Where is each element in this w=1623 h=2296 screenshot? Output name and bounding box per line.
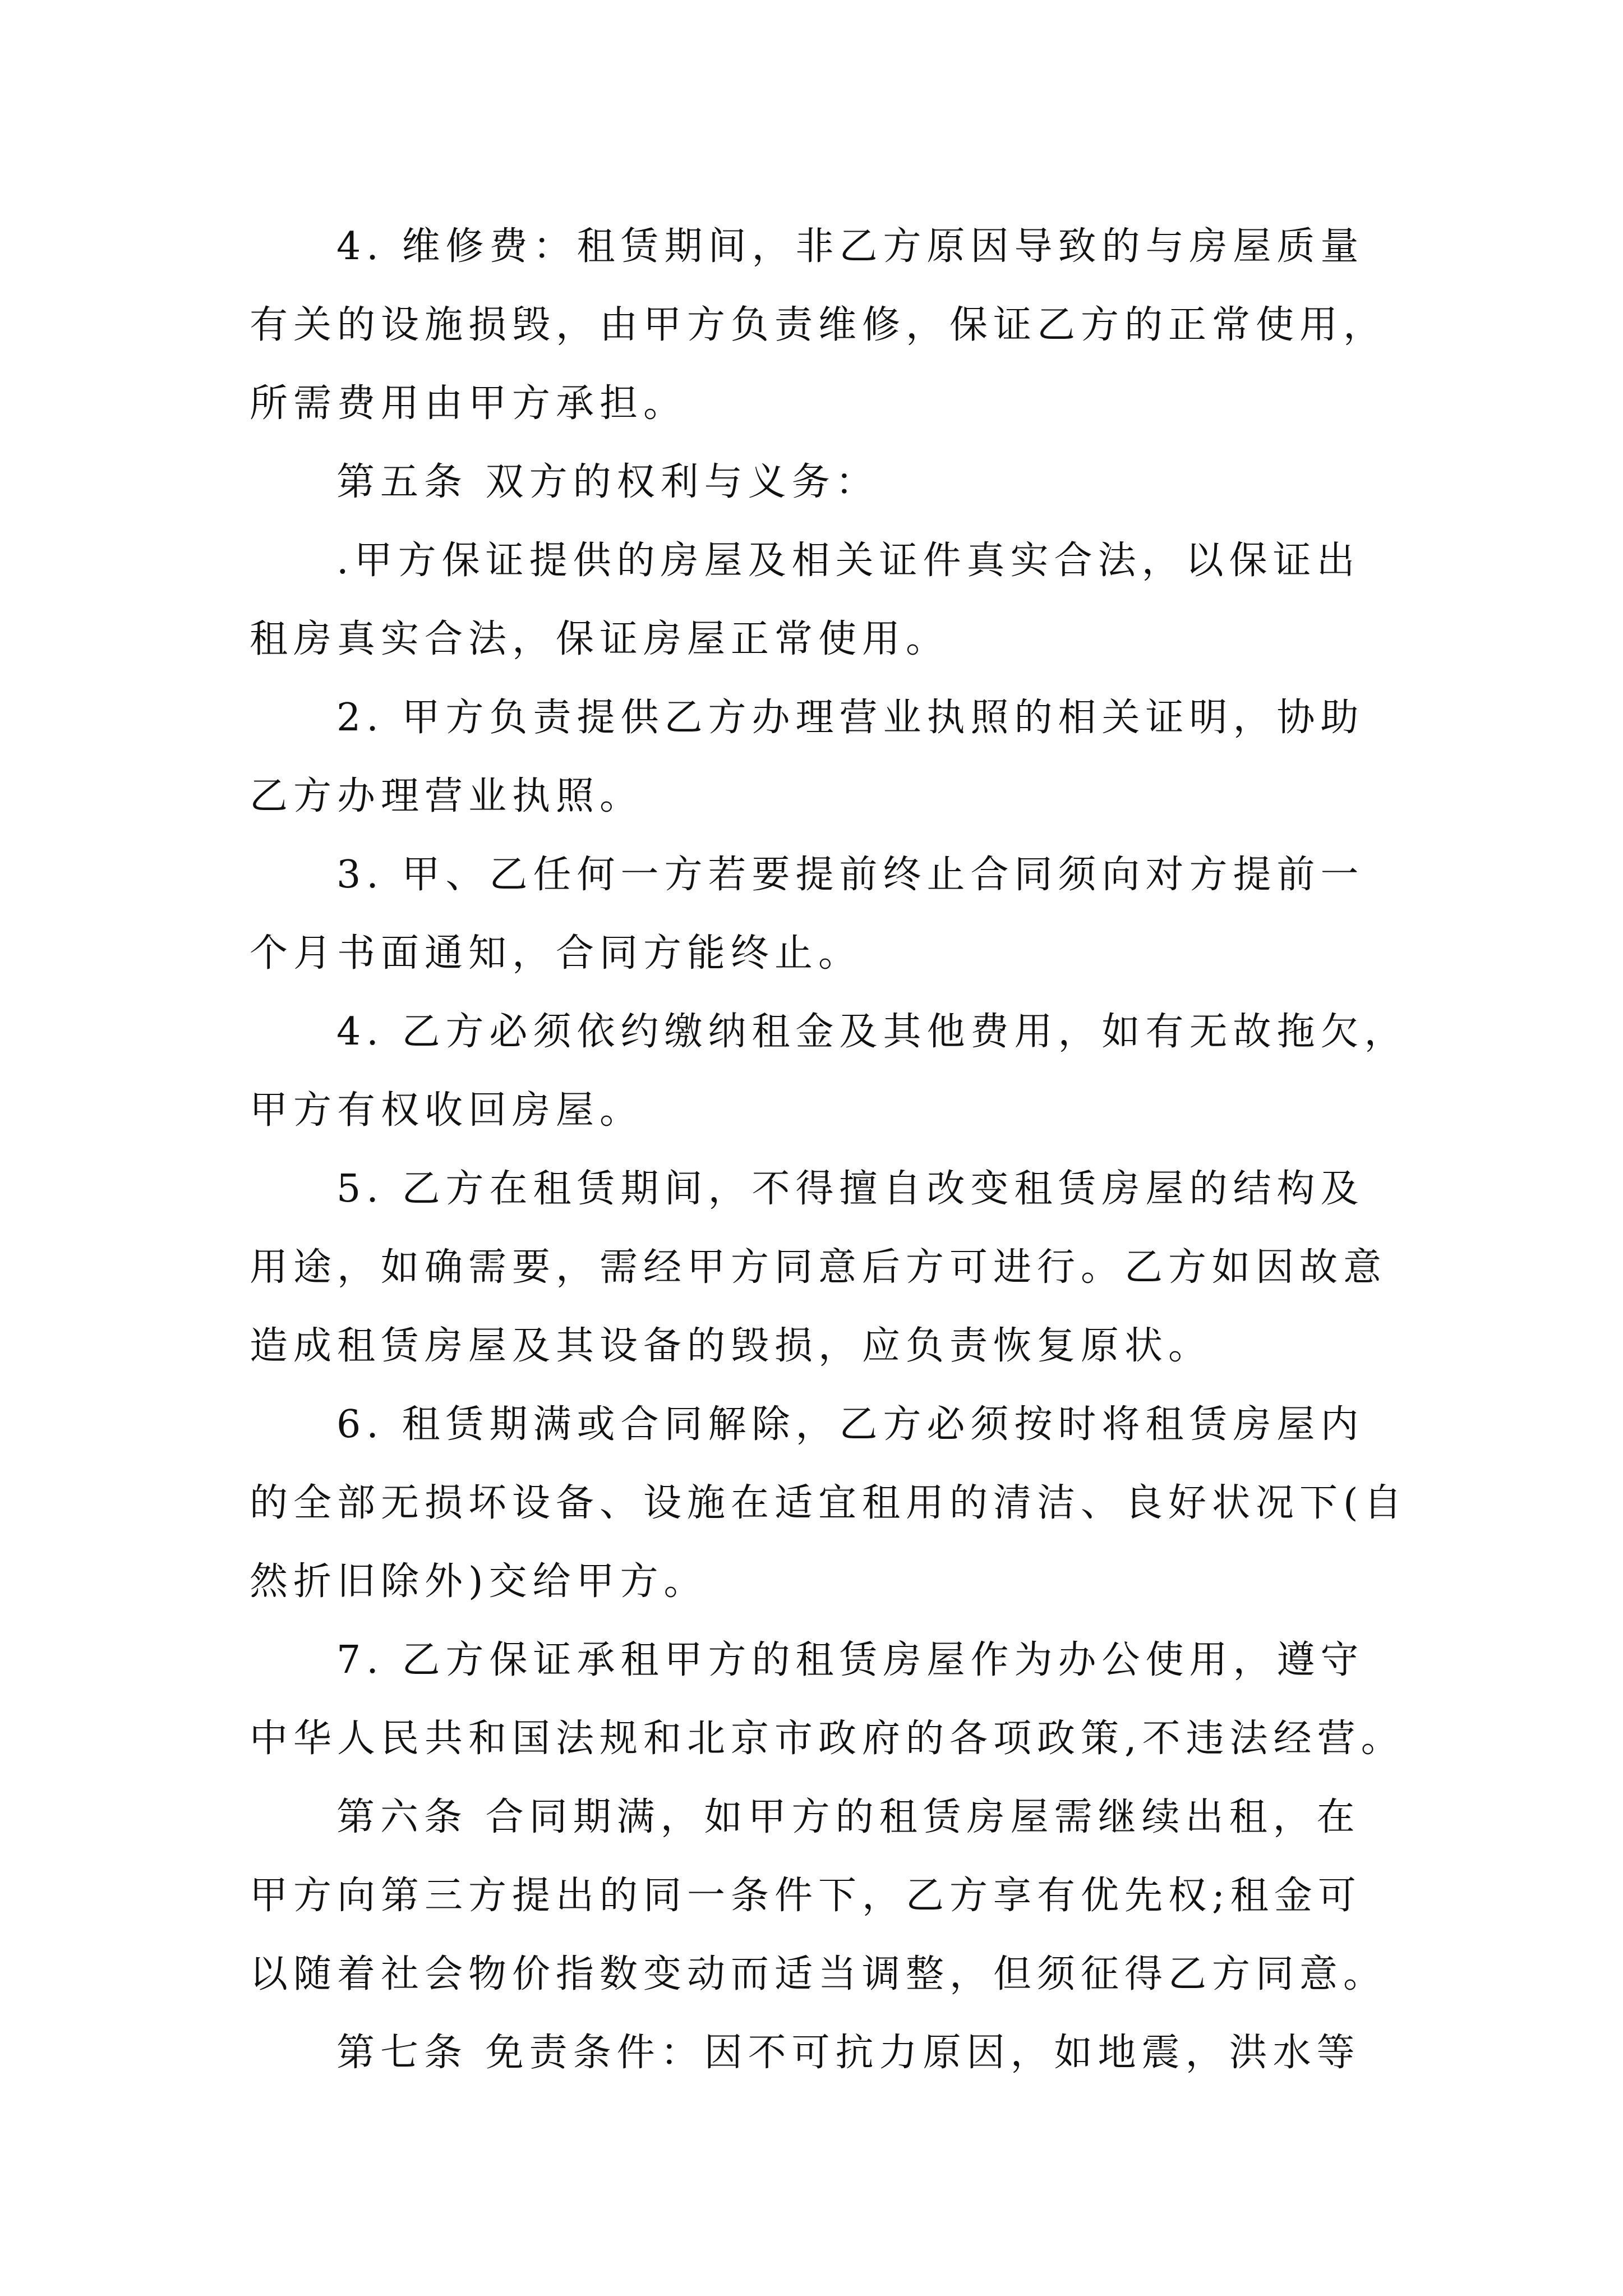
text-line: 4. 维修费：租赁期间，非乙方原因导致的与房屋质量	[336, 224, 1364, 269]
text-line: 7. 乙方保证承租甲方的租赁房屋作为办公使用，遵守	[336, 1638, 1364, 1682]
text-line: 以随着社会物价指数变动而适当调整，但须征得乙方同意。	[250, 1952, 1387, 1996]
section-heading: 第七条 免责条件：因不可抗力原因，如地震，洪水等	[336, 2031, 1361, 2075]
text-line: 乙方办理营业执照。	[250, 774, 644, 818]
text-line: 3. 甲、乙任何一方若要提前终止合同须向对方提前一	[336, 853, 1364, 897]
text-line: 造成租赁房屋及其设备的毁损，应负责恢复原状。	[250, 1324, 1212, 1368]
text-line: 所需费用由甲方承担。	[250, 381, 688, 426]
text-line: 甲方有权收回房屋。	[250, 1088, 644, 1133]
text-line: 2. 甲方负责提供乙方办理营业执照的相关证明，协助	[336, 696, 1364, 740]
section-heading: 第五条 双方的权利与义务：	[336, 460, 879, 504]
text-line: 的全部无损坏设备、设施在适宜租用的清洁、良好状况下(自	[250, 1481, 1408, 1525]
text-line: 6. 租赁期满或合同解除，乙方必须按时将租赁房屋内	[336, 1402, 1364, 1447]
text-line: 5. 乙方在租赁期间，不得擅自改变租赁房屋的结构及	[336, 1167, 1364, 1211]
text-line: .甲方保证提供的房屋及相关证件真实合法，以保证出	[336, 539, 1361, 583]
text-line: 个月书面通知，合同方能终止。	[250, 931, 863, 976]
text-line: 用途，如确需要，需经甲方同意后方可进行。乙方如因故意	[250, 1245, 1387, 1290]
text-line: 租房真实合法，保证房屋正常使用。	[250, 617, 950, 661]
text-line: 有关的设施损毁，由甲方负责维修，保证乙方的正常使用，	[250, 303, 1387, 347]
text-line: 中华人民共和国法规和北京市政府的各项政策,不违法经营。	[250, 1717, 1405, 1761]
text-line: 然折旧除外)交给甲方。	[250, 1559, 708, 1604]
text-line: 甲方向第三方提出的同一条件下，乙方享有优先权;租金可	[250, 1874, 1362, 1918]
section-heading: 第六条 合同期满，如甲方的租赁房屋需继续出租，在	[336, 1795, 1361, 1839]
text-line: 4. 乙方必须依约缴纳租金及其他费用，如有无故拖欠，	[336, 1010, 1408, 1054]
